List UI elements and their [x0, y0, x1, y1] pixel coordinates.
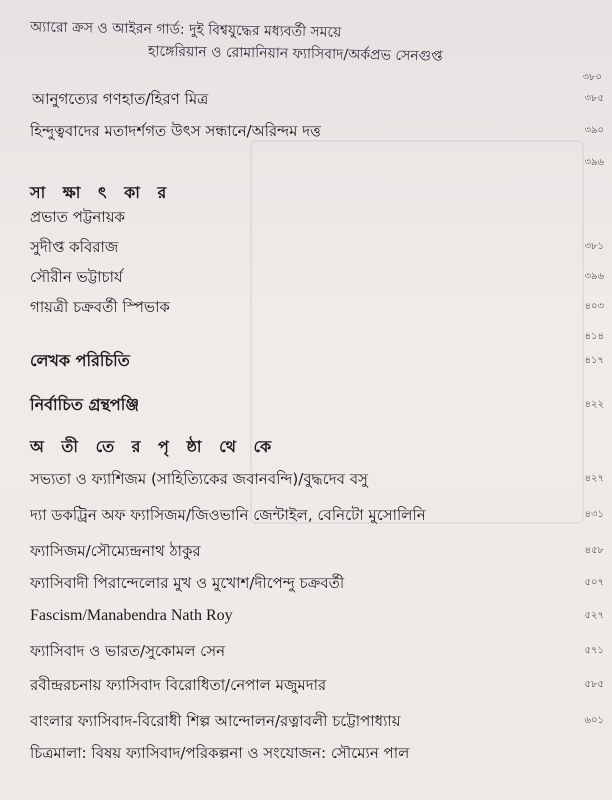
toc-entry	[0, 742, 612, 766]
toc-entry-title: ফ্যাসিবাদী পিরান্দেলোর মুখ ও মুখোশ/দীপেন্দু চক্রবর্তী	[30, 574, 345, 592]
page-number: ৪১৭	[584, 355, 604, 366]
toc-entry-bibliography	[0, 394, 612, 418]
page-number: ৫০৭	[584, 577, 604, 588]
toc-entry	[0, 152, 612, 176]
page-number: ৩৯৬	[584, 157, 604, 168]
toc-entry	[0, 326, 612, 350]
toc-entry	[0, 88, 612, 112]
toc-entry	[0, 572, 612, 596]
toc-entry-title: সৌরীন ভট্টাচার্য	[30, 268, 123, 286]
page-number: ৩৯৬	[584, 271, 604, 282]
page-number: ৬০১	[584, 715, 604, 726]
toc-entry	[0, 266, 612, 290]
page-number: ৩৯০	[584, 125, 604, 136]
toc-entry	[0, 710, 612, 734]
toc-entry-title-continued: হাঙ্গেরিয়ান ও রোমানিয়ান ফ্যাসিবাদ/অর্কপ্রভ সেনগুপ্ত	[147, 43, 443, 65]
page-number: ৪০৩	[584, 301, 604, 312]
page-number: ৫৭১	[584, 645, 604, 656]
toc-entry	[0, 468, 612, 492]
toc-entry-title: অ্যারো ক্রস ও আইরন গার্ড: দুই বিশ্বযুদ্ধের মধ্যবর্তী সময়ে	[29, 19, 342, 41]
toc-entry-title: আনুগত্যের গণহাত/হিরণ মিত্র	[32, 90, 209, 108]
toc-entry	[0, 504, 612, 528]
page-number: ৫২৭	[584, 610, 604, 621]
page-number: ৩৮০	[582, 72, 602, 83]
toc-entry-title: Fascism/Manabendra Nath Roy	[30, 607, 233, 624]
toc-entry-title: নির্বাচিত গ্রন্থপঞ্জি	[30, 395, 139, 414]
toc-entry	[0, 674, 612, 698]
page-number: ৫৮৫	[584, 679, 604, 690]
toc-entry	[0, 120, 612, 144]
toc-entry-author-info	[0, 350, 612, 374]
page-number: ৪২৭	[584, 473, 604, 484]
toc-entry-title: দ্যা ডকট্রিন অফ ফ্যাসিজম/জিওভানি জেন্টাইল, বেনিটো মুসোলিনি	[30, 506, 426, 524]
page-number: ৩৮১	[584, 241, 604, 252]
toc-entry-title: সুদীপ্ত কবিরাজ	[30, 238, 119, 256]
section-heading-interview: সা ক্ষা ৎ কা র	[30, 183, 173, 202]
section-heading-past-pages: অ তী তে র পৃ ষ্ঠা থে কে	[30, 437, 278, 456]
toc-entry-title: ফ্যাসিবাদ ও ভারত/সুকোমল সেন	[30, 642, 226, 660]
toc-entry-title: প্রভাত পট্টনায়ক	[30, 208, 126, 226]
toc-entry-title: ফ্যাসিজম/সৌম্যেন্দ্রনাথ ঠাকুর	[30, 542, 201, 560]
toc-entry-title: লেখক পরিচিতি	[30, 351, 130, 370]
toc-entry-title: বাংলার ফ্যাসিবাদ-বিরোধী শিল্প আন্দোলন/রত্নাবলী চট্টোপাধ্যায়	[30, 712, 401, 730]
page-number: ৪৫৮	[584, 545, 604, 556]
toc-entry	[0, 236, 612, 260]
toc-entry-title: গায়ত্রী চক্রবর্তী স্পিভাক	[30, 298, 170, 316]
toc-entry-title: হিন্দুত্ববাদের মতাদর্শগত উৎস সন্ধানে/অরিন্দম দত্ত	[30, 122, 321, 140]
toc-entry-title: রবীন্দ্ররচনায় ফ্যাসিবাদ বিরোধিতা/নেপাল মজুমদার	[30, 676, 327, 694]
page-number: ৪৩১	[584, 509, 604, 520]
toc-entry	[0, 605, 612, 629]
toc-entry	[0, 206, 612, 230]
page-number: ৩৮৫	[584, 93, 604, 104]
page-number: ৪২২	[584, 399, 604, 410]
page-number: ৪১৪	[584, 331, 604, 342]
toc-entry	[0, 296, 612, 320]
toc-entry-title: চিত্রমালা: বিষয় ফ্যাসিবাদ/পরিকল্পনা ও সংযোজন: সৌম্যেন পাল	[30, 744, 410, 762]
toc-entry	[0, 540, 612, 564]
toc-entry-title: সভ্যতা ও ফ্যাশিজম (সাহিত্যিকের জবানবন্দি)/বুদ্ধদেব বসু	[30, 470, 368, 488]
toc-entry	[0, 640, 612, 664]
